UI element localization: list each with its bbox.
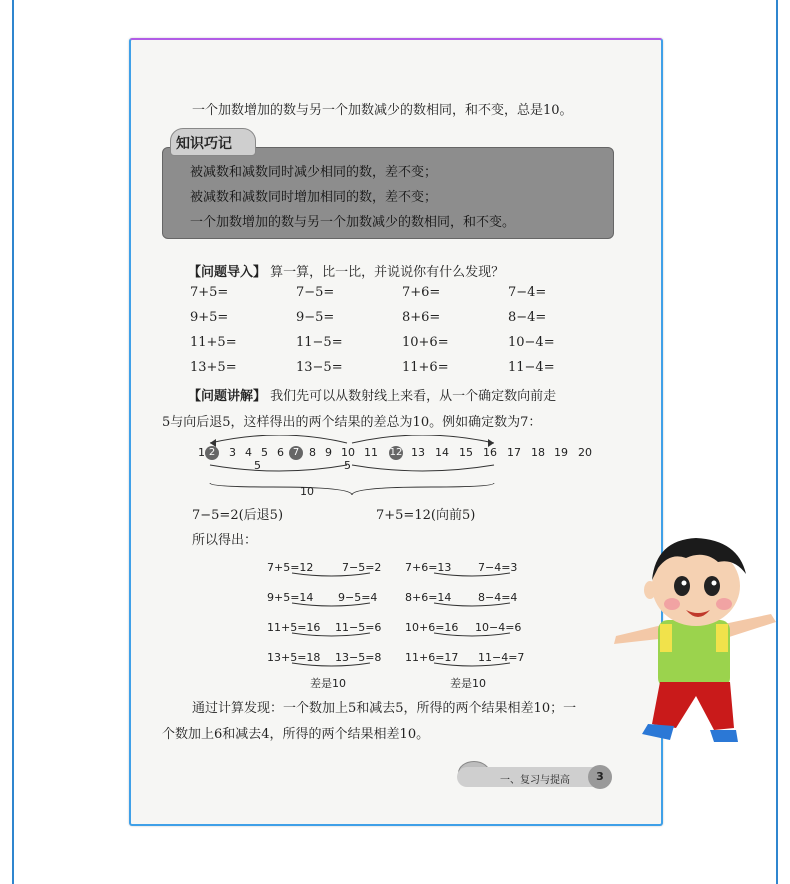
number-line-tick: 3 (229, 446, 236, 459)
intro-eq: 11−4= (508, 360, 555, 375)
pair-eq: 11+6=17 (405, 651, 459, 664)
pair-eq: 7−5=2 (342, 561, 382, 574)
number-line-tick: 8 (309, 446, 316, 459)
so-label: 所以得出： (192, 533, 258, 548)
pair-eq: 9+5=14 (267, 591, 314, 604)
number-line-tick: 20 (578, 446, 592, 459)
number-line-mark-7: 7 (289, 446, 303, 460)
footer-section: 一、复习与提高 (500, 775, 570, 786)
pair-eq: 11−5=6 (335, 621, 382, 634)
diff-left: 差是10 (310, 677, 346, 690)
intro-eq: 13−5= (296, 360, 343, 375)
number-line-mark-2: 2 (205, 446, 219, 460)
conclusion-line-2: 个数加上6和减去4，所得的两个结果相差10。 (162, 727, 430, 742)
number-line-tick: 6 (277, 446, 284, 459)
intro-text: 算一算，比一比，并说说你有什么发现？ (270, 265, 505, 280)
cartoon-boy-illustration (606, 528, 786, 753)
left-border-line (12, 0, 14, 884)
pair-eq: 10−4=6 (475, 621, 522, 634)
pair-eq: 8−4=4 (478, 591, 518, 604)
number-line-tick: 9 (325, 446, 332, 459)
number-line-tick: 19 (554, 446, 568, 459)
intro-eq: 13+5= (190, 360, 237, 375)
pair-eq: 13+5=18 (267, 651, 321, 664)
number-line-tick: 14 (435, 446, 449, 459)
intro-eq: 9+5= (190, 310, 229, 325)
intro-eq: 8−4= (508, 310, 547, 325)
number-line-tick: 13 (411, 446, 425, 459)
number-line-tick: 4 (245, 446, 252, 459)
conclusion-line-1: 通过计算发现：一个数加上5和减去5，所得的两个结果相差10；一 (192, 701, 577, 716)
intro-eq: 8+6= (402, 310, 441, 325)
intro-heading (188, 261, 504, 280)
intro-eq: 7−4= (508, 285, 547, 300)
explain-heading (188, 385, 556, 404)
explain-text-1: 我们先可以从数射线上来看，从一个确定数向前走 (270, 389, 557, 404)
number-line-tick: 5 (261, 446, 268, 459)
intro-eq: 10+6= (402, 335, 449, 350)
book-page (132, 41, 658, 820)
pair-eq: 13−5=8 (335, 651, 382, 664)
pair-eq: 7+5=12 (267, 561, 314, 574)
intro-eq: 7+6= (402, 285, 441, 300)
intro-eq: 10−4= (508, 335, 555, 350)
pair-eq: 11−4=7 (478, 651, 525, 664)
intro-eq: 11−5= (296, 335, 343, 350)
intro-eq: 7−5= (296, 285, 335, 300)
number-line-tick: 1 (198, 446, 205, 459)
intro-tag: 【问题导入】 (188, 265, 267, 280)
arc-label-right: 5 (344, 459, 351, 472)
intro-eq: 11+5= (190, 335, 237, 350)
brace-label: 10 (300, 485, 314, 498)
intro-eq: 9−5= (296, 310, 335, 325)
number-line-tick: 17 (507, 446, 521, 459)
diff-right: 差是10 (450, 677, 486, 690)
pair-eq: 11+5=16 (267, 621, 321, 634)
tip-line-3: 一个加数增加的数与另一个加数减少的数相同，和不变。 (190, 215, 516, 230)
tip-title: 知识巧记 (176, 136, 232, 152)
top-line: 一个加数增加的数与另一个加数减少的数相同，和不变，总是10。 (192, 103, 573, 118)
intro-eq: 7+5= (190, 285, 229, 300)
arc-label-left: 5 (254, 459, 261, 472)
number-line-tick: 15 (459, 446, 473, 459)
pair-eq: 10+6=16 (405, 621, 459, 634)
result-right: 7+5=12(向前5) (376, 508, 476, 523)
page-number: 3 (588, 765, 612, 789)
explain-tag: 【问题讲解】 (188, 389, 267, 404)
number-line-tick: 11 (364, 446, 378, 459)
intro-eq: 11+6= (402, 360, 449, 375)
pair-eq: 8+6=14 (405, 591, 452, 604)
number-line-tick: 18 (531, 446, 545, 459)
pair-eq: 7−4=3 (478, 561, 518, 574)
pair-eq: 9−5=4 (338, 591, 378, 604)
tip-line-1: 被减数和减数同时减少相同的数，差不变； (190, 165, 438, 180)
pair-eq: 7+6=13 (405, 561, 452, 574)
result-left: 7−5=2(后退5) (192, 508, 284, 523)
number-line-tick: 16 (483, 446, 497, 459)
tip-line-2: 被减数和减数同时增加相同的数，差不变； (190, 190, 438, 205)
number-line-mark-12: 12 (389, 447, 403, 458)
number-line-tick: 10 (341, 446, 355, 459)
explain-text-2: 5与向后退5，这样得出的两个结果的差总为10。例如确定数为7： (162, 415, 542, 430)
